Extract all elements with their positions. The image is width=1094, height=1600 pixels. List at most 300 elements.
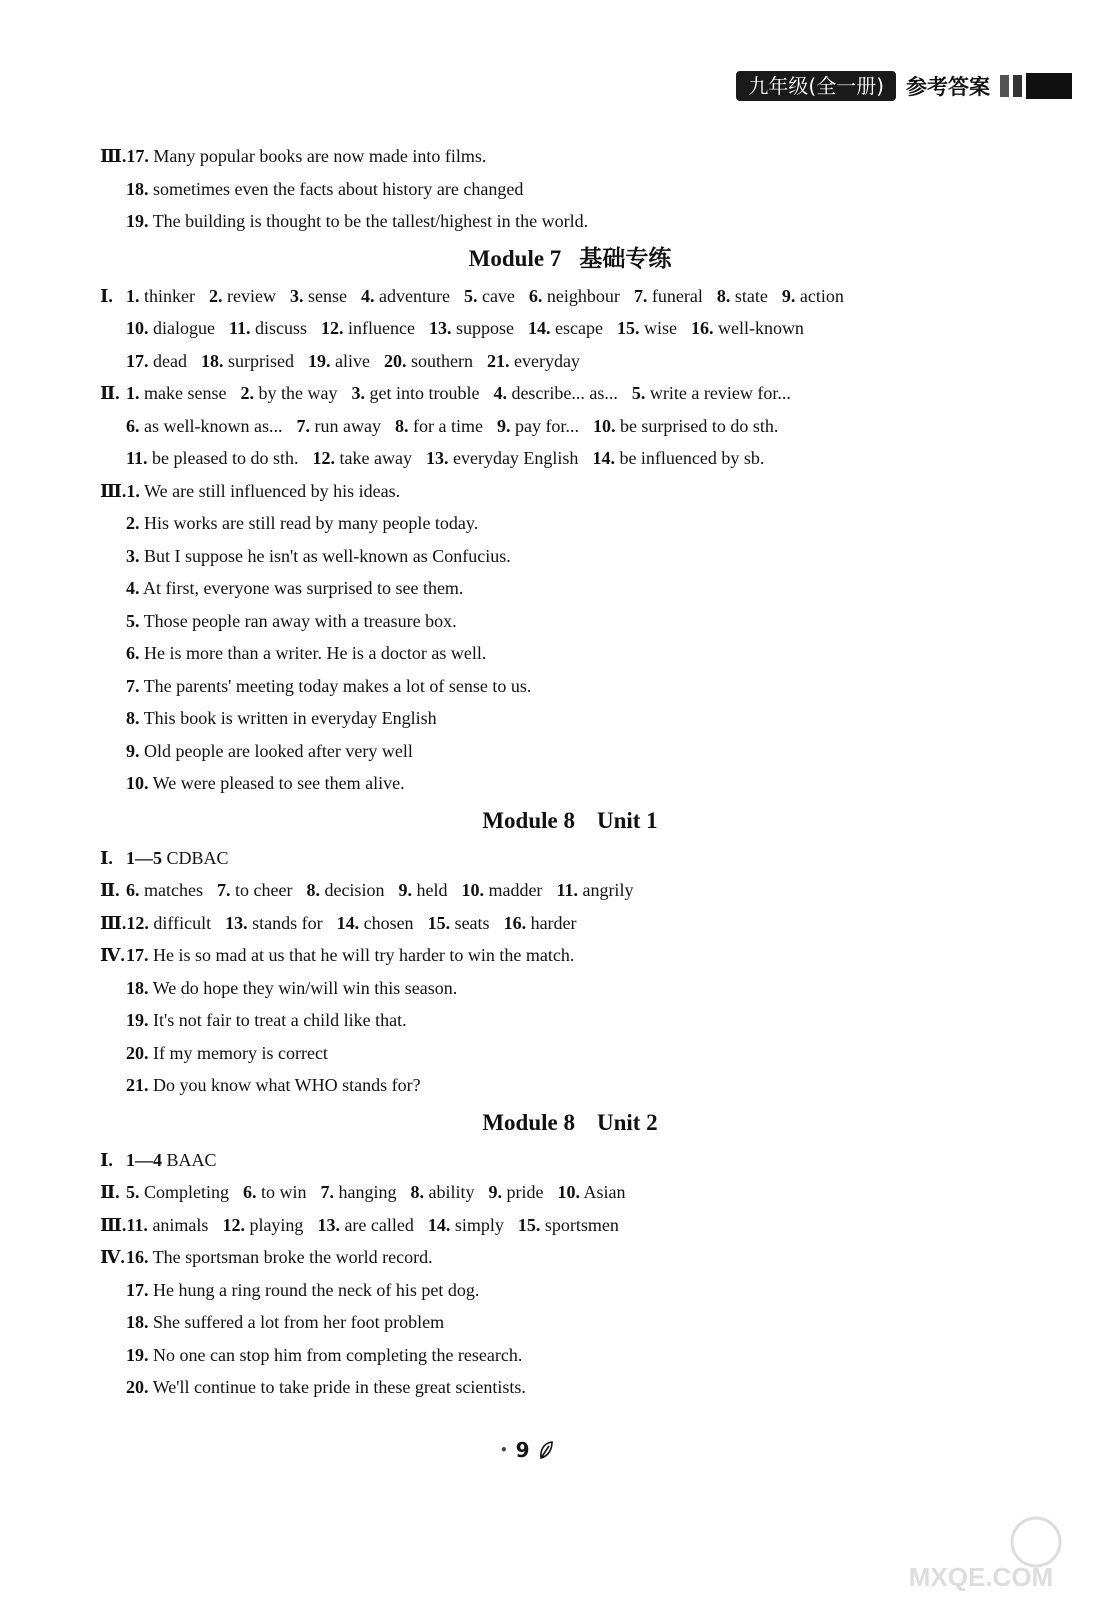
answer-item: [222, 1215, 303, 1235]
answer-item: [428, 1215, 504, 1235]
module-heading: [100, 1102, 1000, 1144]
item-text: wise: [643, 318, 677, 338]
answer-item: [487, 351, 580, 371]
answer-item: [126, 676, 531, 696]
answer-line: [100, 540, 1000, 573]
leaf-icon: [538, 1440, 554, 1460]
item-number: 3.: [289, 285, 304, 306]
item-text: held: [416, 880, 448, 900]
answer-line: [100, 1209, 1000, 1242]
answer-item: [351, 383, 479, 403]
answer-item: [558, 1182, 626, 1202]
answer-line: [100, 1176, 1000, 1209]
item-text: simply: [454, 1214, 504, 1235]
item-text: suppose: [455, 318, 514, 338]
module-heading: [100, 238, 1000, 280]
item-text: action: [799, 285, 844, 306]
item-number: 21.: [486, 350, 510, 371]
item-number: 5.: [126, 1182, 140, 1202]
item-text: sometimes even the facts about history are changed: [153, 178, 524, 199]
item-number: 10.: [126, 773, 149, 793]
item-number: 4.: [360, 285, 375, 306]
item-number: 9.: [398, 880, 412, 900]
answer-item: [337, 913, 414, 933]
section-numeral: Ⅱ.: [100, 1182, 120, 1202]
item-number: 17.: [126, 945, 149, 965]
item-number: 16.: [503, 912, 527, 933]
item-text: Those people ran away with a treasure box.: [143, 610, 457, 631]
item-number: 12.: [126, 912, 149, 933]
item-text: be pleased to do sth.: [152, 448, 299, 468]
answer-item: [306, 880, 384, 900]
item-text: surprised: [227, 350, 294, 371]
item-number: 17.: [126, 1279, 149, 1300]
watermark: [886, 1514, 1076, 1594]
item-number: 6.: [528, 285, 543, 306]
item-number: 8.: [410, 1182, 425, 1202]
answer-item: [126, 978, 457, 998]
answer-item: [225, 913, 323, 933]
module-title: Module 8: [482, 807, 575, 833]
item-number: 13.: [428, 318, 452, 338]
answer-item: [217, 880, 292, 900]
module-title: Module 8: [482, 1109, 575, 1135]
answer-line: [100, 1037, 1000, 1070]
item-number: 20.: [126, 1042, 149, 1063]
section-numeral: Ⅰ.: [100, 847, 113, 868]
item-number: 18.: [126, 1312, 149, 1332]
answer-item: [529, 286, 620, 306]
item-number: 14.: [336, 912, 360, 933]
item-text: everyday English: [452, 448, 579, 468]
item-number: 16.: [126, 1247, 149, 1267]
module-title: Module 7: [468, 245, 562, 271]
answer-item: [426, 448, 578, 468]
item-text: The building is thought to be the tallest/highest in the world.: [152, 211, 589, 231]
answer-item: [126, 318, 215, 338]
block-icon: [1026, 73, 1072, 99]
answer-content: [100, 140, 1000, 1404]
item-number: 19.: [126, 1344, 149, 1365]
item-text: He is so mad at us that he will try harder to win the match.: [153, 945, 575, 965]
item-text: playing: [249, 1214, 304, 1235]
answer-item: [126, 546, 511, 566]
item-text: to cheer: [234, 880, 293, 900]
answer-item: [528, 318, 603, 338]
item-text: No one can stop him from completing the research.: [153, 1344, 523, 1365]
answer-item: [461, 880, 542, 900]
item-number: 20.: [383, 350, 407, 371]
answer-item: [717, 286, 768, 306]
decorative-blocks: [1000, 73, 1072, 99]
item-text: discuss: [255, 318, 308, 338]
item-number: 11.: [228, 318, 251, 338]
section-numeral: Ⅳ.: [100, 1247, 125, 1267]
item-text: BAAC: [166, 1149, 217, 1170]
answer-line: [100, 410, 1000, 443]
item-text: The sportsman broke the world record.: [152, 1247, 433, 1267]
answer-item: [126, 286, 195, 306]
item-text: We were pleased to see them alive.: [152, 773, 405, 793]
item-text: Do you know what WHO stands for?: [153, 1075, 421, 1095]
item-text: It's not fair to treat a child like that.: [153, 1010, 407, 1030]
answer-item: [632, 383, 791, 403]
answer-item: [126, 383, 226, 403]
answer-item: [321, 1182, 397, 1202]
answer-line: [100, 939, 1000, 972]
answer-line: [100, 572, 1000, 605]
answer-item: [398, 880, 447, 900]
answer-item: [126, 211, 588, 231]
item-text: sense: [307, 285, 347, 306]
answer-item: [489, 1182, 544, 1202]
answer-line: [100, 1274, 1000, 1307]
item-number: 7.: [296, 415, 310, 436]
answer-line: [100, 140, 1000, 173]
item-text: thinker: [144, 285, 195, 306]
answer-item: [126, 1247, 433, 1267]
answer-line: [100, 507, 1000, 540]
item-text: for a time: [412, 415, 483, 436]
answer-item: [126, 611, 457, 631]
answer-item: [201, 351, 294, 371]
item-number: 12.: [321, 318, 344, 338]
item-number: 17.: [126, 146, 149, 166]
item-number: 7.: [320, 1182, 335, 1202]
item-text: We do hope they win/will win this season.: [152, 977, 458, 998]
answer-title: 参考答案: [906, 75, 990, 99]
answer-line: [100, 1004, 1000, 1037]
section-numeral: Ⅲ.: [100, 146, 127, 166]
item-number: 8.: [394, 415, 409, 436]
item-text: alive: [334, 350, 370, 371]
item-text: take away: [339, 448, 412, 468]
item-number: 11.: [126, 448, 148, 468]
answer-item: [556, 880, 633, 900]
item-number: 15.: [517, 1214, 541, 1235]
item-text: If my memory is correct: [153, 1042, 328, 1063]
answer-line: [100, 1371, 1000, 1404]
item-text: write a review for...: [649, 383, 791, 403]
item-number: 4.: [126, 578, 140, 598]
item-number: 9.: [496, 415, 511, 436]
item-number: 9.: [488, 1182, 503, 1202]
item-text: angrily: [582, 880, 634, 900]
answer-item: [126, 1182, 229, 1202]
answer-line: [100, 1069, 1000, 1102]
item-text: matches: [144, 880, 203, 900]
answer-item: [317, 1215, 413, 1235]
answer-line: [100, 637, 1000, 670]
answer-item: [395, 416, 483, 436]
module-heading: [100, 800, 1000, 842]
item-text: pay for...: [514, 415, 579, 436]
item-number: 13.: [425, 448, 449, 468]
section-numeral: Ⅰ.: [100, 285, 113, 306]
item-number: 9.: [126, 740, 140, 761]
answer-item: [243, 1182, 307, 1202]
answer-item: [126, 1377, 526, 1397]
section-numeral: Ⅳ.: [100, 945, 125, 965]
item-number: 10.: [592, 415, 616, 436]
block-icon: [1013, 75, 1022, 97]
item-number: 10.: [557, 1182, 580, 1202]
item-text: cave: [481, 285, 515, 306]
module-subtitle: Unit 2: [596, 1109, 658, 1135]
answer-item: [361, 286, 450, 306]
item-text: influence: [348, 318, 415, 338]
answer-item: [464, 286, 515, 306]
item-text: dialogue: [153, 318, 215, 338]
item-number: 1.: [126, 285, 140, 306]
answer-item: [126, 416, 282, 436]
answer-item: [126, 1150, 217, 1170]
answer-item: [504, 913, 577, 933]
item-text: stands for: [252, 912, 323, 933]
item-text: CDBAC: [166, 847, 229, 868]
module-subtitle: Unit 1: [596, 807, 658, 833]
item-number: 20.: [126, 1377, 149, 1397]
answer-item: [126, 146, 486, 166]
item-text: state: [734, 285, 768, 306]
item-text: He is more than a writer. He is a doctor as well.: [144, 643, 487, 663]
answer-item: [126, 179, 523, 199]
answer-item: [209, 286, 276, 306]
answer-item: [518, 1215, 619, 1235]
item-number: 5.: [463, 285, 478, 306]
item-number: 7.: [126, 675, 140, 696]
item-text: Many popular books are now made into films.: [153, 146, 487, 166]
item-number: 5.: [631, 383, 646, 403]
answer-item: [126, 643, 486, 663]
answer-item: [296, 416, 380, 436]
answer-line: [100, 1144, 1000, 1177]
item-number: 1—5: [126, 847, 162, 868]
answer-line: [100, 605, 1000, 638]
item-number: 11.: [126, 1214, 148, 1235]
item-text: harder: [530, 912, 577, 933]
item-text: madder: [488, 880, 543, 900]
item-number: 5.: [126, 610, 140, 631]
answer-line: [100, 972, 1000, 1005]
dot-icon: •: [500, 1443, 508, 1457]
item-number: 14.: [427, 1214, 451, 1235]
section-numeral: Ⅲ.: [100, 480, 127, 501]
module-subtitle: 基础专练: [579, 245, 672, 272]
answer-item: [321, 318, 415, 338]
item-text: This book is written in everyday English: [143, 708, 437, 728]
answer-item: [126, 351, 187, 371]
item-text: His works are still read by many people today.: [144, 513, 479, 533]
answer-item: [126, 1043, 328, 1063]
item-text: pride: [506, 1182, 544, 1202]
answer-item: [126, 708, 437, 728]
answer-item: [126, 1345, 522, 1365]
item-number: 14.: [592, 448, 615, 468]
answer-item: [126, 578, 463, 598]
item-number: 7.: [216, 880, 231, 900]
answer-line: [100, 205, 1000, 238]
page-footer: [500, 1438, 554, 1462]
answer-item: [691, 318, 804, 338]
section-numeral: Ⅲ.: [100, 912, 127, 933]
answer-item: [126, 945, 574, 965]
item-number: 17.: [126, 350, 149, 371]
item-text: chosen: [363, 912, 414, 933]
answer-line: [100, 767, 1000, 800]
answer-line: [100, 1339, 1000, 1372]
answer-item: [617, 318, 677, 338]
item-text: be influenced by sb.: [619, 448, 765, 468]
item-text: Completing: [144, 1182, 229, 1202]
answer-line: [100, 702, 1000, 735]
item-text: He hung a ring round the neck of his pet dog.: [153, 1279, 480, 1300]
answer-item: [126, 1075, 421, 1095]
answer-item: [497, 416, 579, 436]
item-text: describe... as...: [511, 383, 618, 403]
item-number: 10.: [461, 880, 484, 900]
grade-label: 九年级(全一册): [736, 71, 896, 101]
item-number: 6.: [243, 1182, 257, 1202]
answer-item: [126, 741, 413, 761]
item-number: 18.: [200, 350, 224, 371]
item-text: At first, everyone was surprised to see them.: [143, 578, 464, 598]
answer-item: [313, 448, 412, 468]
answer-item: [126, 1280, 479, 1300]
answer-line: [100, 377, 1000, 410]
item-text: We are still influenced by his ideas.: [144, 480, 401, 501]
item-text: hanging: [338, 1182, 397, 1202]
item-text: are called: [344, 1214, 414, 1235]
answer-item: [428, 913, 490, 933]
answer-line: [100, 874, 1000, 907]
answer-item: [634, 286, 703, 306]
item-text: animals: [152, 1214, 209, 1235]
item-text: decision: [324, 880, 385, 900]
page-header: [736, 70, 1072, 102]
item-text: as well-known as...: [144, 415, 283, 436]
section-numeral: Ⅲ.: [100, 1214, 127, 1235]
item-text: We'll continue to take pride in these great scientists.: [152, 1377, 526, 1397]
answer-item: [308, 351, 370, 371]
item-number: 4.: [493, 383, 507, 403]
item-text: adventure: [378, 285, 450, 306]
item-text: be surprised to do sth.: [619, 415, 779, 436]
section-numeral: Ⅱ.: [100, 880, 120, 900]
answer-item: [384, 351, 473, 371]
item-text: run away: [314, 415, 381, 436]
item-text: make sense: [144, 383, 227, 403]
item-number: 13.: [317, 1214, 340, 1235]
item-text: But I suppose he isn't as well-known as Confucius.: [144, 545, 511, 566]
page-number: 9: [515, 1438, 530, 1462]
item-number: 8.: [716, 285, 731, 306]
answer-line: [100, 907, 1000, 940]
item-number: 8.: [126, 708, 140, 728]
item-number: 10.: [126, 318, 149, 338]
answer-line: [100, 345, 1000, 378]
answer-item: [126, 913, 211, 933]
item-text: to win: [261, 1182, 307, 1202]
item-number: 6.: [126, 643, 140, 663]
item-text: dead: [153, 350, 187, 371]
item-number: 19.: [126, 1010, 149, 1030]
answer-line: [100, 1306, 1000, 1339]
item-number: 21.: [126, 1075, 149, 1095]
answer-item: [229, 318, 307, 338]
item-text: ability: [428, 1182, 475, 1202]
item-text: She suffered a lot from her foot problem: [153, 1312, 445, 1332]
item-number: 18.: [126, 977, 149, 998]
item-number: 7.: [633, 285, 648, 306]
answer-line: [100, 735, 1000, 768]
answer-line: [100, 173, 1000, 206]
answer-item: [411, 1182, 475, 1202]
item-text: everyday: [513, 350, 580, 371]
item-number: 11.: [556, 880, 578, 900]
item-number: 6.: [126, 415, 140, 436]
item-number: 18.: [126, 178, 149, 199]
answer-line: [100, 475, 1000, 508]
watermark-text: MXQE.COM: [908, 1562, 1054, 1592]
item-number: 6.: [126, 880, 140, 900]
answer-item: [126, 448, 299, 468]
answer-item: [290, 286, 347, 306]
item-number: 3.: [126, 545, 140, 566]
answer-item: [126, 1010, 407, 1030]
answer-item: [593, 416, 778, 436]
item-text: well-known: [717, 318, 804, 338]
item-number: 1.: [126, 383, 140, 403]
answer-item: [592, 448, 764, 468]
item-number: 19.: [126, 211, 149, 231]
item-number: 14.: [527, 318, 551, 338]
item-number: 2.: [240, 383, 254, 403]
answer-item: [126, 481, 400, 501]
answer-item: [782, 286, 844, 306]
item-number: 13.: [225, 912, 248, 933]
item-text: get into trouble: [369, 383, 480, 403]
item-text: escape: [554, 318, 603, 338]
item-text: sportsmen: [544, 1214, 619, 1235]
item-number: 2.: [126, 513, 140, 533]
item-number: 16.: [690, 318, 714, 338]
item-text: Old people are looked after very well: [144, 740, 413, 761]
item-text: funeral: [651, 285, 703, 306]
answer-line: [100, 842, 1000, 875]
answer-item: [126, 880, 203, 900]
item-number: 1—4: [126, 1149, 162, 1170]
item-text: by the way: [258, 383, 338, 403]
item-number: 19.: [307, 350, 331, 371]
answer-line: [100, 1241, 1000, 1274]
section-numeral: Ⅱ.: [100, 383, 120, 403]
item-text: The parents' meeting today makes a lot of sense to us.: [143, 675, 532, 696]
item-number: 1.: [126, 480, 140, 501]
item-text: southern: [410, 350, 473, 371]
item-number: 9.: [781, 285, 796, 306]
block-icon: [1000, 75, 1009, 97]
item-number: 15.: [616, 318, 640, 338]
item-text: difficult: [153, 912, 212, 933]
answer-item: [429, 318, 514, 338]
item-text: Asian: [583, 1182, 626, 1202]
item-number: 12.: [312, 448, 335, 468]
answer-item: [126, 773, 405, 793]
answer-item: [126, 848, 229, 868]
item-number: 2.: [209, 285, 223, 306]
item-number: 8.: [306, 880, 320, 900]
